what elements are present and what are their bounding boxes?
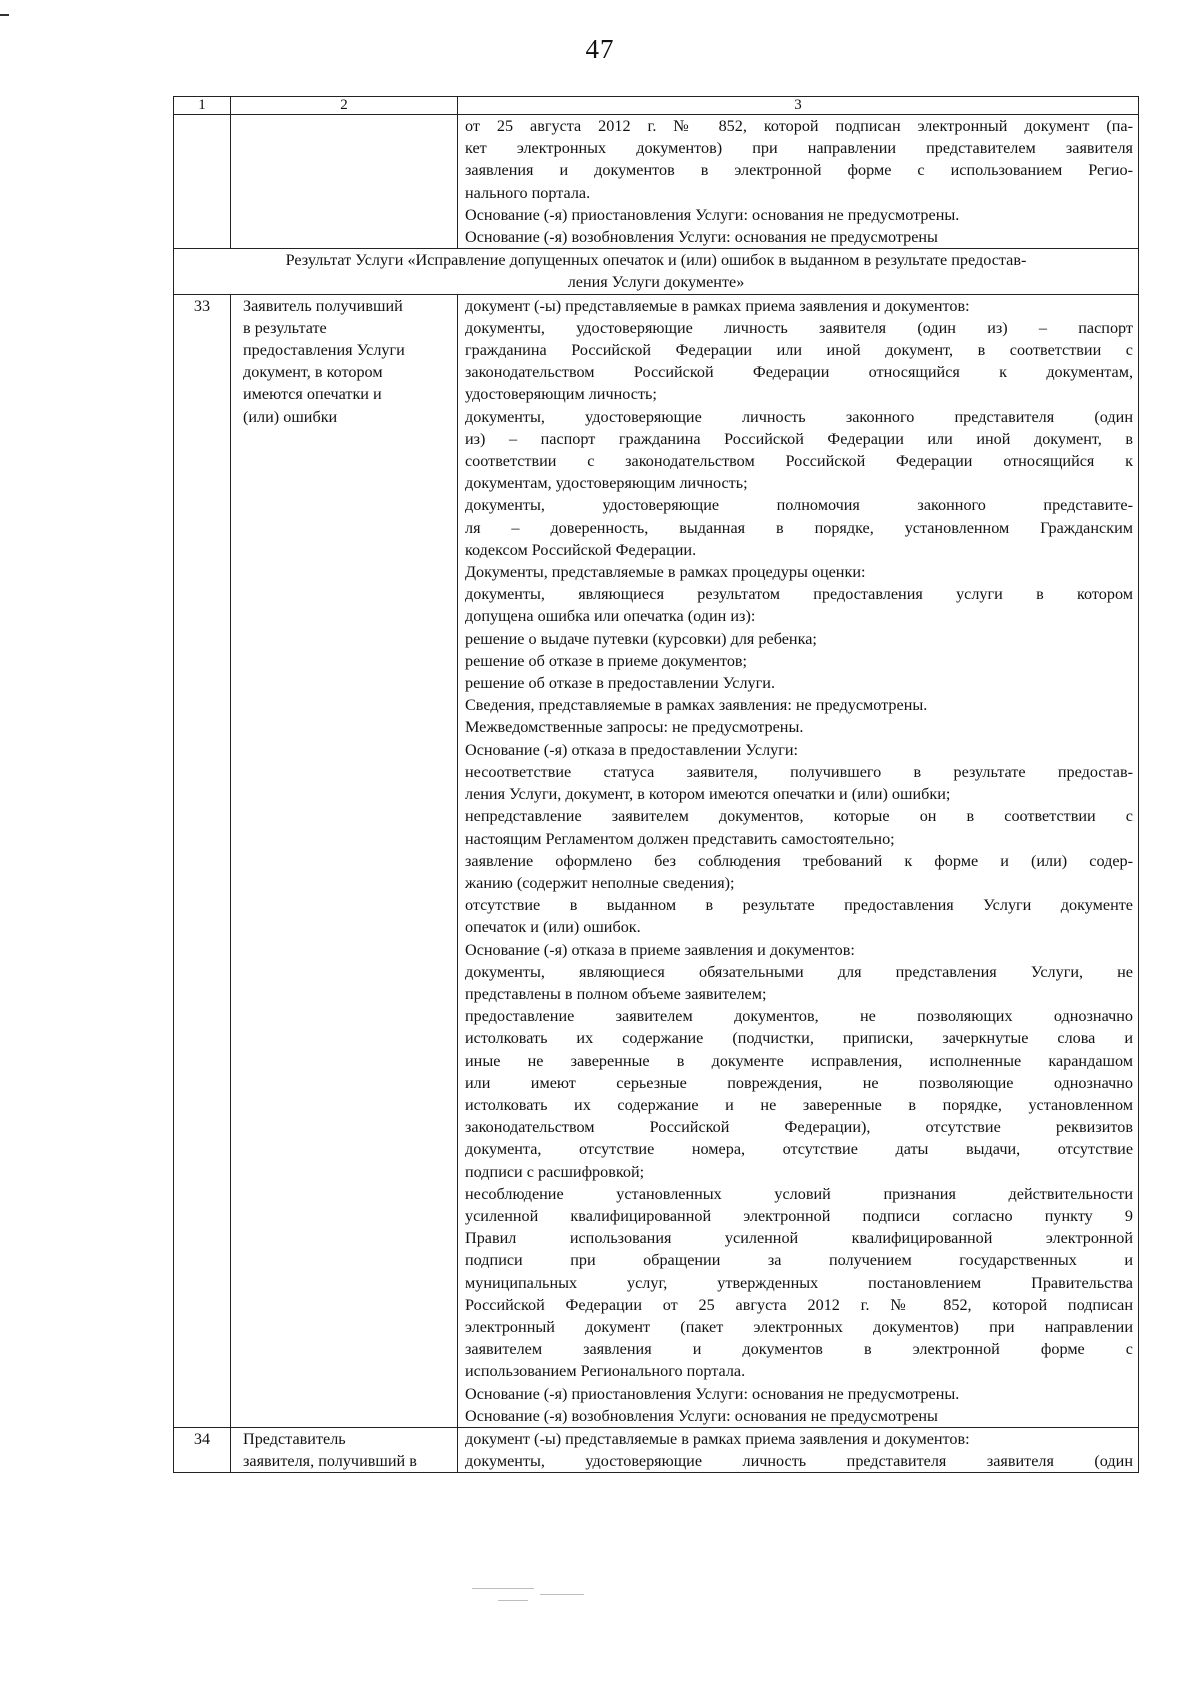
applicant-line: Заявитель получивший	[243, 296, 403, 315]
text-line: муниципальных услуг, утвержденных постановлением Правительства	[465, 1273, 1133, 1292]
text-line: документы, удостоверяющие личность заявителя (один из) – паспорт	[465, 318, 1133, 337]
column-header-3: 3	[458, 97, 1139, 115]
text-line: удостоверяющим личность;	[465, 385, 657, 404]
text-line: законодательством Российской Федерации), отсутствие реквизитов	[465, 1118, 1133, 1137]
scan-artifact	[0, 14, 9, 16]
text-line: Основание (-я) отказа в предоставлении Услуги:	[465, 740, 799, 759]
text-line: документ (-ы) представляемые в рамках приема заявления и документов:	[465, 1429, 970, 1448]
text-line: истолковать их содержание (подчистки, приписки, зачеркнутые слова и	[465, 1029, 1133, 1048]
text-line: иные не заверенные в документе исправления, исполненные карандашом	[465, 1051, 1133, 1070]
text-line: соответствии с законодательством Российской Федерации относящийся к	[465, 452, 1133, 471]
text-line: несоблюдение установленных условий признания действительности	[465, 1184, 1133, 1203]
applicant-line: в результате	[243, 318, 327, 337]
continuation-content-cell	[458, 115, 1139, 249]
text-line: документы, удостоверяющие полномочия законного представите-	[465, 496, 1133, 515]
text-line: от 25 августа 2012 г. № 852, которой подписан электронный документ (па-	[465, 117, 1133, 135]
text-line: допущена ошибка или опечатка (один из):	[465, 607, 756, 626]
continuation-applicant-cell	[231, 115, 458, 249]
text-line: жанию (содержит неполные сведения);	[465, 873, 735, 892]
page-number: 47	[585, 34, 615, 64]
section-header-line: ления Услуги документе»	[567, 273, 745, 292]
text-line: кет электронных документов) при направлении представителем заявителя	[465, 139, 1133, 158]
table-row-33	[174, 294, 1139, 1427]
continuation-row	[174, 115, 1139, 249]
text-line: документа, отсутствие номера, отсутствие даты выдачи, отсутствие	[465, 1140, 1133, 1159]
text-line: Российской Федерации от 25 августа 2012 г. № 852, которой подписан	[465, 1295, 1133, 1314]
text-line: представлены в полном объеме заявителем;	[465, 984, 767, 1003]
applicant-line: заявителя, получивший в	[243, 1452, 417, 1471]
text-line: документ (-ы) представляемые в рамках приема заявления и документов:	[465, 296, 970, 315]
text-line: гражданина Российской Федерации или иной документ, в соответствии с	[465, 341, 1133, 360]
column-header-2: 2	[231, 97, 458, 115]
text-line: заявления и документов в электронной форме с использованием Регио-	[465, 161, 1133, 180]
text-line: решение о выдаче путевки (курсовки) для ребенка;	[465, 629, 817, 648]
text-line: документы, удостоверяющие личность представителя заявителя (один	[465, 1452, 1133, 1471]
table-row-34	[174, 1427, 1139, 1472]
section-header-row	[174, 249, 1139, 294]
text-line: кодексом Российской Федерации.	[465, 540, 697, 559]
text-line: Основание (-я) возобновления Услуги: основания не предусмотрены	[465, 228, 938, 247]
text-line: Основание (-я) отказа в приеме заявления и документов:	[465, 940, 855, 959]
text-line: заявителем заявления и документов в электронной форме с	[465, 1340, 1133, 1359]
text-line: использованием Регионального портала.	[465, 1362, 746, 1381]
applicant-line: (или) ошибки	[243, 407, 338, 426]
text-line: ления Услуги, документ, в котором имеются опечатки и (или) ошибки;	[465, 785, 951, 804]
applicant-cell	[231, 294, 458, 1427]
text-line: настоящим Регламентом должен представить самостоятельно;	[465, 829, 895, 848]
text-line: Основание (-я) приостановления Услуги: основания не предусмотрены.	[465, 1384, 960, 1403]
text-line: непредставление заявителем документов, которые он в соответствии с	[465, 807, 1133, 826]
text-line: ля – доверенность, выданная в порядке, установленном Гражданским	[465, 518, 1133, 537]
text-line: Сведения, представляемые в рамках заявления: не предусмотрены.	[465, 696, 928, 715]
section-header-line: Результат Услуги «Исправление допущенных опечаток и (или) ошибок в выданном в результате предостав-	[285, 251, 1027, 270]
text-line: документам, удостоверяющим личность;	[465, 474, 748, 493]
text-line: решение об отказе в предоставлении Услуги.	[465, 674, 775, 693]
text-line: законодательством Российской Федерации относящийся к документам,	[465, 363, 1133, 382]
text-line: Документы, представляемые в рамках процедуры оценки:	[465, 563, 866, 582]
text-line: отсутствие в выданном в результате предоставления Услуги документе	[465, 896, 1133, 915]
column-header-1: 1	[174, 97, 231, 115]
applicant-line: документ, в котором	[243, 363, 383, 382]
text-line: подписи при обращении за получением государственных и	[465, 1251, 1133, 1270]
text-line: Межведомственные запросы: не предусмотрены.	[465, 718, 804, 737]
continuation-number-cell	[174, 115, 231, 249]
scan-speckle	[472, 1588, 534, 1589]
text-line: Основание (-я) возобновления Услуги: основания не предусмотрены	[465, 1406, 938, 1425]
text-line: решение об отказе в приеме документов;	[465, 651, 748, 670]
section-header	[174, 249, 1139, 294]
text-line: подписи с расшифровкой;	[465, 1162, 645, 1181]
text-line: предоставление заявителем документов, не позволяющих однозначно	[465, 1007, 1133, 1026]
content-cell	[458, 294, 1139, 1427]
regulation-table	[173, 96, 1139, 1473]
row-number: 34	[174, 1427, 231, 1472]
applicant-cell	[231, 1427, 458, 1472]
column-header-row	[174, 97, 1139, 115]
text-line: усиленной квалифицированной электронной подписи согласно пункту 9	[465, 1206, 1133, 1225]
text-line: нального портала.	[465, 183, 591, 202]
text-line: документы, удостоверяющие личность законного представителя (один	[465, 407, 1133, 426]
applicant-line: имеются опечатки и	[243, 385, 382, 404]
text-line: истолковать их содержание и не заверенные в порядке, установленном	[465, 1095, 1133, 1114]
text-line: опечаток и (или) ошибок.	[465, 918, 641, 937]
text-line: Правил использования усиленной квалифицированной электронной	[465, 1229, 1133, 1248]
text-line: или имеют серьезные повреждения, не позволяющие однозначно	[465, 1073, 1133, 1092]
applicant-line: предоставления Услуги	[243, 341, 405, 360]
row-number: 33	[174, 294, 231, 1427]
text-line: Основание (-я) приостановления Услуги: основания не предусмотрены.	[465, 205, 960, 224]
content-cell	[458, 1427, 1139, 1472]
scan-speckle	[498, 1600, 528, 1601]
text-line: электронный документ (пакет электронных документов) при направлении	[465, 1317, 1133, 1336]
scan-speckle	[540, 1594, 584, 1595]
text-line: документы, являющиеся результатом предоставления услуги в котором	[465, 585, 1133, 604]
text-line: из) – паспорт гражданина Российской Федерации или иной документ, в	[465, 429, 1133, 448]
text-line: документы, являющиеся обязательными для представления Услуги, не	[465, 962, 1133, 981]
applicant-line: Представитель	[243, 1429, 346, 1448]
text-line: заявление оформлено без соблюдения требований к форме и (или) содер-	[465, 851, 1133, 870]
text-line: несоответствие статуса заявителя, получившего в результате предостав-	[465, 762, 1133, 781]
